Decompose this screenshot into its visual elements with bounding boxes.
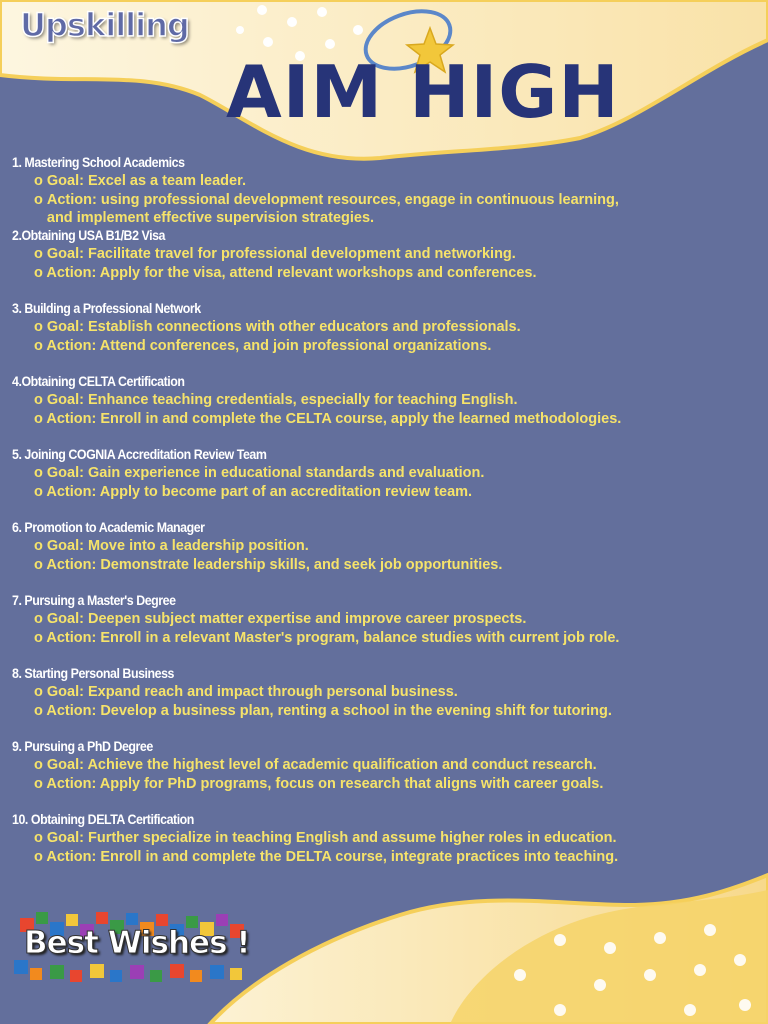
bullet-marker: o: [34, 556, 43, 573]
goal-item: [12, 373, 752, 446]
goal-title: 10. Obtaining DELTA Certification: [12, 812, 194, 827]
bullet-marker: o: [34, 392, 43, 408]
goal-statement: [12, 610, 752, 629]
bullet-marker: o: [34, 611, 43, 627]
bullet-marker: o: [34, 757, 43, 773]
action-statement: [12, 410, 752, 429]
action-statement: [12, 191, 752, 228]
goal-statement: [12, 683, 752, 702]
goal-item: [12, 738, 752, 811]
goal-title: 8. Starting Personal Business: [12, 666, 174, 681]
goal-statement: [12, 318, 752, 337]
goal-statement: [12, 537, 752, 556]
goal-title: 5. Joining COGNIA Accreditation Review Team: [12, 447, 267, 462]
goal-item: [12, 519, 752, 592]
bullet-marker: o: [34, 830, 43, 846]
bullet-marker: o: [34, 337, 43, 354]
action-statement: [12, 629, 752, 648]
bullet-marker: o: [34, 264, 43, 281]
goal-item: [12, 154, 752, 227]
line-text: Goal: Facilitate travel for professional development and networking.: [46, 246, 516, 262]
line-text: Action: Apply for PhD programs, focus on research that aligns with career goals.: [46, 775, 604, 792]
line-text: Goal: Gain experience in educational standards and evaluation.: [46, 465, 485, 481]
line-text: Action: Enroll in a relevant Master's program, balance studies with current job role.: [46, 629, 620, 646]
bullet-marker: o: [34, 848, 43, 865]
bullet-marker: o: [34, 483, 43, 500]
bullet-marker: o: [34, 191, 43, 208]
action-statement: [12, 848, 752, 867]
goals-list: [12, 154, 752, 884]
action-statement: [12, 556, 752, 575]
bullet-marker: o: [34, 538, 43, 554]
goal-title: 6. Promotion to Academic Manager: [12, 520, 205, 535]
goal-statement: [12, 391, 752, 410]
goal-item: [12, 592, 752, 665]
line-text: Goal: Expand reach and impact through personal business.: [46, 684, 458, 700]
goal-statement: [12, 829, 752, 848]
goal-item: [12, 811, 752, 884]
line-text: Action: Apply for the visa, attend relevant workshops and conferences.: [46, 264, 537, 281]
best-wishes-text: Best Wishes !: [24, 925, 250, 961]
goal-title: 3. Building a Professional Network: [12, 301, 201, 316]
bullet-marker: o: [34, 246, 43, 262]
line-text: Goal: Establish connections with other educators and professionals.: [46, 319, 521, 335]
line-text: Goal: Further specialize in teaching English and assume higher roles in education.: [46, 830, 617, 846]
line-text: Action: Demonstrate leadership skills, and seek job opportunities.: [46, 556, 503, 573]
bullet-marker: o: [34, 465, 43, 481]
action-statement: [12, 702, 752, 721]
goal-title: 9. Pursuing a PhD Degree: [12, 739, 153, 754]
line-text: Goal: Deepen subject matter expertise and improve career prospects.: [46, 611, 527, 627]
bullet-marker: o: [34, 410, 43, 427]
line-text: Goal: Achieve the highest level of academic qualification and conduct research.: [46, 757, 597, 773]
line-text: Goal: Excel as a team leader.: [46, 173, 246, 189]
goal-statement: [12, 756, 752, 775]
line-text: Action: using professional development resources, engage in continuous learning, and implement effective supervision strategies.: [46, 191, 619, 226]
bullet-marker: o: [34, 629, 43, 646]
bullet-marker: o: [34, 173, 43, 189]
goal-title: 4.Obtaining CELTA Certification: [12, 374, 185, 389]
action-statement: [12, 775, 752, 794]
page-title: AIM HIGH: [226, 50, 620, 134]
goal-statement: [12, 172, 752, 191]
action-statement: [12, 483, 752, 502]
line-text: Action: Attend conferences, and join professional organizations.: [46, 337, 492, 354]
goal-statement: [12, 245, 752, 264]
line-text: Action: Develop a business plan, renting a school in the evening shift for tutoring.: [46, 702, 612, 719]
action-statement: [12, 337, 752, 356]
line-text: Action: Apply to become part of an accreditation review team.: [46, 483, 473, 500]
upskilling-badge: Upskilling: [20, 6, 189, 44]
goal-title: 2.Obtaining USA B1/B2 Visa: [12, 228, 165, 243]
goal-item: [12, 665, 752, 738]
line-text: Action: Enroll in and complete the DELTA course, integrate practices into teaching.: [46, 848, 619, 865]
goal-title: 1. Mastering School Academics: [12, 155, 185, 170]
bullet-marker: o: [34, 775, 43, 792]
line-text: Action: Enroll in and complete the CELTA course, apply the learned methodologies.: [46, 410, 622, 427]
line-text: Goal: Enhance teaching credentials, especially for teaching English.: [46, 392, 518, 408]
bullet-marker: o: [34, 702, 43, 719]
action-statement: [12, 264, 752, 283]
bullet-marker: o: [34, 684, 43, 700]
bullet-marker: o: [34, 319, 43, 335]
line-text: Goal: Move into a leadership position.: [46, 538, 309, 554]
goal-item: [12, 446, 752, 519]
goal-item: [12, 300, 752, 373]
goal-statement: [12, 464, 752, 483]
goal-title: 7. Pursuing a Master's Degree: [12, 593, 176, 608]
goal-item: [12, 227, 752, 300]
